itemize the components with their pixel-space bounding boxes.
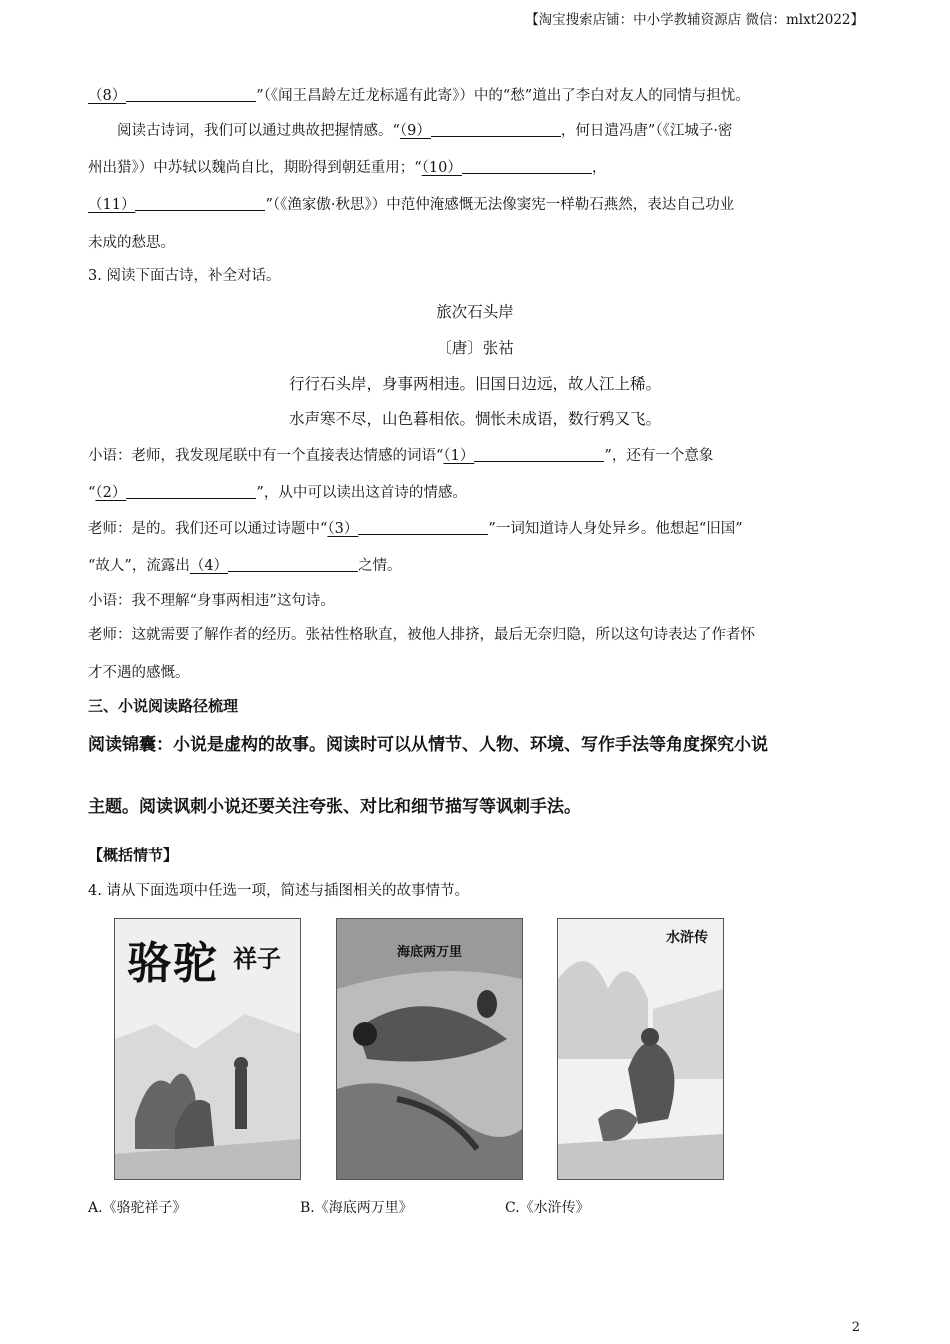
blank-1[interactable]: [474, 447, 604, 462]
blank-11-number: （11）: [88, 197, 136, 213]
blank-11[interactable]: [135, 196, 265, 211]
blank-3-number: （3）: [327, 521, 359, 537]
illustration-camel-xiangzi: [114, 918, 301, 1180]
q2-line-5: 未成的愁思。: [88, 235, 175, 251]
dialogue-2: “（2） ”，从中可以读出这首诗的情感。: [88, 485, 467, 501]
dialogue-3: 老师：是的。我们还可以通过诗题中“（3） ”一词知道诗人身处异乡。他想起“旧国”: [88, 521, 743, 537]
q2-line-3: 州出猎》）中苏轼以魏尚自比，期盼得到朝廷重用；“（10） ，: [88, 160, 607, 176]
blank-4[interactable]: [228, 557, 358, 572]
q2-line-2: 阅读古诗词，我们可以通过典故把握情感。“（9） ，何日遣冯唐”（《江城子·密: [117, 123, 733, 139]
dialogue-6: 老师：这就需要了解作者的经历。张祜性格耿直，被他人排挤，最后无奈归隐，所以这句诗表达了作者怀: [88, 627, 755, 643]
option-c: C.《水浒传》: [505, 1200, 590, 1216]
blank-10-number: （10）: [421, 160, 462, 176]
reading-tip-line-2: 主题。阅读讽刺小说还要关注夸张、对比和细节描写等讽刺手法。: [88, 797, 581, 817]
reading-tip-line-1: 阅读锦囊：小说是虚构的故事。阅读时可以从情节、人物、环境、写作手法等角度探究小说: [88, 735, 768, 755]
blank-4-number: （4）: [189, 558, 229, 574]
blank-3[interactable]: [358, 520, 488, 535]
poem-line-1: 行行石头岸，身事两相违。旧国日边远，故人江上稀。: [288, 375, 661, 393]
camel-scene-drawing: [115, 919, 300, 1179]
dialogue-5: 小语：我不理解“身事两相违”这句诗。: [88, 593, 335, 609]
option-b: B.《海底两万里》: [300, 1200, 413, 1216]
illustration-a-title-small: 祥子: [233, 945, 281, 973]
q2-line-1: （8） ”（《闻王昌龄左迁龙标遥有此寄》）中的“愁”道出了李白对友人的同情与担忧。: [88, 88, 750, 104]
blank-9-number: （9）: [399, 123, 431, 139]
sub-heading: 【概括情节】: [88, 846, 179, 864]
poem-author: 〔唐〕张祜: [436, 339, 514, 357]
blank-10[interactable]: [462, 159, 592, 174]
dialogue-1: 小语：老师，我发现尾联中有一个直接表达情感的词语“（1） ”，还有一个意象: [88, 448, 714, 464]
illustration-a-title-big: 骆驼: [127, 938, 219, 989]
poem-title: 旅次石头岸: [436, 303, 514, 321]
page-header: 【淘宝搜索店铺：中小学教辅资源店 微信：mlxt2022】: [525, 12, 864, 28]
blank-2-number: （2）: [95, 485, 127, 501]
dialogue-7: 才不遇的感慨。: [88, 665, 190, 681]
illustration-c-title: 水浒传: [666, 930, 708, 946]
q3-intro: 3. 阅读下面古诗，补全对话。: [88, 268, 281, 284]
blank-2[interactable]: [126, 484, 256, 499]
water-margin-scene-drawing: [558, 919, 723, 1179]
q2-line-4: （11） ”（《渔家傲·秋思》）中范仲淹感慨无法像窦宪一样勒石燕然，表达自己功业: [88, 197, 735, 213]
q4-prompt: 4. 请从下面选项中任选一项，简述与插图相关的故事情节。: [88, 883, 469, 899]
poem-line-2: 水声寒不尽，山色暮相依。惆怅未成语，数行鸦又飞。: [288, 410, 661, 428]
section-heading: 三、小说阅读路径梳理: [88, 697, 239, 715]
blank-8[interactable]: [126, 87, 256, 102]
blank-9[interactable]: [431, 122, 561, 137]
illustration-twenty-thousand-leagues: [336, 918, 523, 1180]
blank-1-number: （1）: [443, 448, 475, 464]
blank-8-number: （8）: [88, 88, 127, 104]
page-number: 2: [851, 1320, 860, 1335]
dialogue-4: “故人”，流露出（4） 之情。: [88, 558, 402, 574]
illustration-water-margin: [557, 918, 724, 1180]
illustration-b-title: 海底两万里: [397, 945, 463, 960]
option-a: A.《骆驼祥子》: [88, 1200, 187, 1216]
